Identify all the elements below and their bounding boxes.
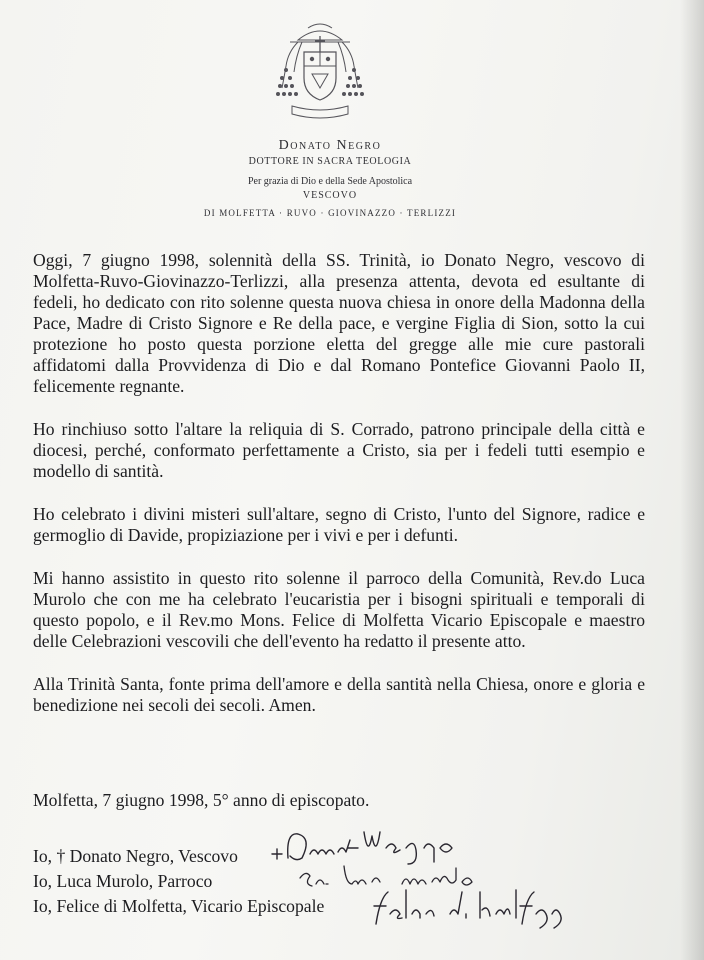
paragraph-assistants: Mi hanno assistito in questo rito solenne il parroco della Comunità, Rev.do Luca Murolo che con me ha celebrato l'eucaristia per i bisogni spirituali e temporali di questo popolo, e il Rev.mo Mons. Felice di Molfetta Vicario Episcopale e maestro delle Celebrazioni vescovili che dell'evento ha redatto il presente atto. (33, 568, 645, 651)
page-edge-shadow (680, 0, 704, 960)
signatory-label: Io, Luca Murolo, Parroco (33, 871, 213, 891)
signatory-label: Io, † Donato Negro, Vescovo (33, 846, 238, 866)
bishop-office: VESCOVO (302, 190, 358, 202)
signatory-vicar (33, 896, 324, 917)
paragraph-dedication: Oggi, 7 giugno 1998, solennità della SS. Trinità, io Donato Negro, vescovo di Molfetta-Ruvo-Giovinazzo-Terlizzi, alla presenza attenta, devota ed esultante di fedeli, ho dedicato con rito solenne questa nuova chiesa in onore della Madonna della Pace, Madre di Cristo Signore e Re della pace, e vergine Figlia di Sion, sotto la cui protezione ho posto questa porzione eletta del gregge alle mie cure pastorali affidatomi dalla Provvidenza di Dio e dal Romano Pontefice Giovanni Paolo II, felicemente regnante. (33, 250, 645, 396)
document-body (33, 250, 645, 738)
grace-formula: Per grazia di Dio e della Sede Apostolica (247, 175, 413, 187)
signatory-label: Io, Felice di Molfetta, Vicario Episcopale (33, 896, 325, 916)
letterhead (190, 138, 470, 218)
bishop-degree: DOTTORE IN SACRA TEOLOGIA (248, 156, 412, 168)
paragraph-celebration: Ho celebrato i divini misteri sull'altare, segno di Cristo, l'unto del Signore, radice e germoglio di Davide, propiziazione per i vivi e per i defunti. (33, 504, 645, 545)
vicar-handwritten-signature (370, 884, 570, 932)
place-and-date: Molfetta, 7 giugno 1998, 5° anno di episcopato. (33, 790, 370, 810)
episcopal-coat-of-arms (272, 18, 368, 122)
signatory-parish-priest (33, 871, 212, 892)
diocese-name: DI MOLFETTA · RUVO · GIOVINAZZO · TERLIZZI (203, 207, 457, 218)
paragraph-doxology: Alla Trinità Santa, fonte prima dell'amore e della santità nella Chiesa, onore e gloria e benedizione nei secoli dei secoli. Amen. (33, 674, 645, 715)
bishop-name: Donato Negro (278, 138, 382, 153)
signatory-bishop (33, 846, 238, 867)
paragraph-relic: Ho rinchiuso sotto l'altare la reliquia di S. Corrado, patrono principale della città e diocesi, perché, conformato perfettamente a Cristo, sia per i fedeli tutti esempio e modello di santità. (33, 419, 645, 481)
